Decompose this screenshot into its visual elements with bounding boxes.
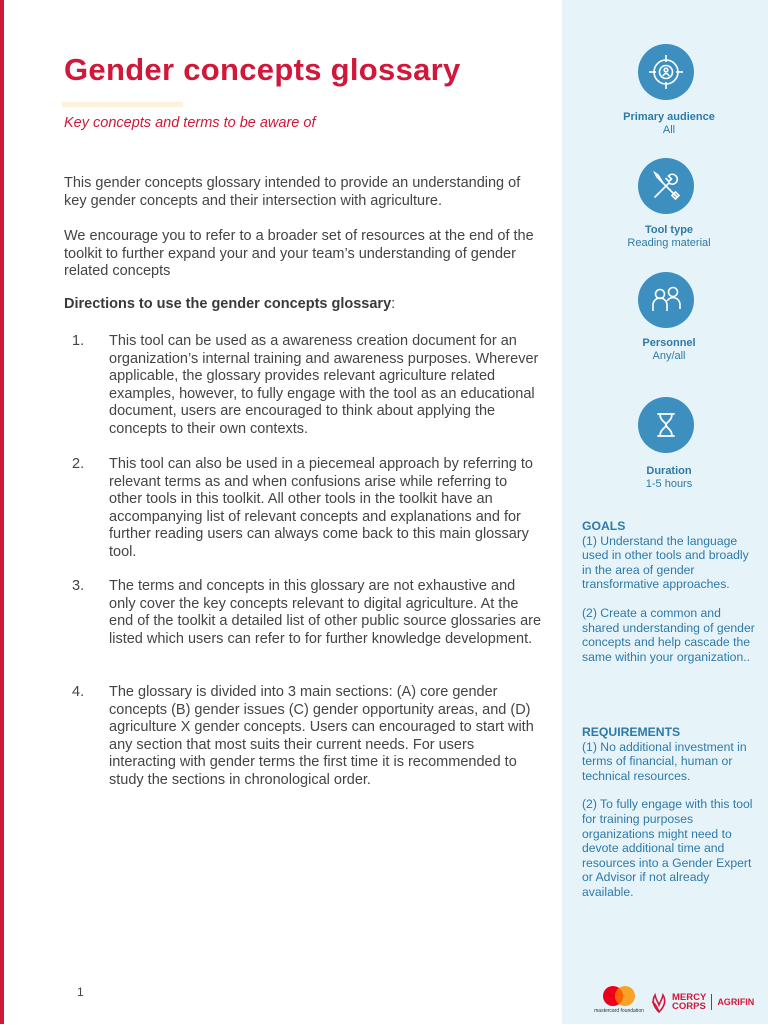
mercy-line: MERCY (672, 991, 707, 1003)
sidebar-tool-type (580, 224, 758, 250)
mercy-corps-logo (650, 989, 762, 1015)
mastercard-text: mastercard foundation (594, 1008, 644, 1014)
people-icon (638, 272, 694, 328)
mercy-corps-emblem-icon (650, 991, 668, 1013)
sidebar-value: All (662, 124, 676, 136)
corps-line: CORPS (672, 1001, 706, 1012)
mastercard-foundation-logo (594, 984, 644, 1020)
goals-section (582, 519, 758, 664)
requirements-heading: REQUIREMENTS (582, 725, 681, 739)
sidebar-value: 1-5 hours (645, 478, 693, 490)
intro-paragraph-2: We encourage you to refer to a broader set of resources at the end of the toolkit to further expand your and your team’s understanding of gender related concepts (64, 228, 534, 279)
title-underline (62, 102, 183, 107)
hourglass-icon (638, 397, 694, 453)
sidebar-value: Reading material (627, 237, 711, 249)
goals-paragraph-2: (2) Create a common and shared understanding of gender concepts and help cascade the same within your organization.. (582, 605, 755, 664)
sidebar-duration (580, 465, 758, 491)
sidebar-audience (580, 111, 758, 137)
directions-heading (64, 296, 542, 314)
sidebar-personnel (580, 337, 758, 363)
step-number: 3. (72, 578, 85, 594)
sidebar-label: Primary audience (623, 111, 715, 123)
directions-colon: : (391, 296, 396, 312)
requirements-section (582, 725, 758, 900)
step-text: The terms and concepts in this glossary are not exhaustive and only cover the key concepts relevant to digital agriculture. At the end of the toolkit a detailed list of other public source glossaries are listed which users can refer to for further knowledge development. (109, 578, 542, 647)
step-text: The glossary is divided into 3 main sections: (A) core gender concepts (B) gender issues (C) gender opportunity areas, and (D) agriculture X gender concepts. Users can encouraged to start with any section that most suits their current needs. For users interacting with gender terms the first time it is recommended to study the sections in chronological order. (109, 684, 534, 788)
tools-icon (638, 158, 694, 214)
target-audience-icon (638, 44, 694, 100)
goals-paragraph-1: (1) Understand the language used in other tools and broadly in the area of gender transformative approaches. (582, 533, 749, 592)
mercy-corps-wordmark (672, 993, 706, 1012)
step-number: 1. (72, 333, 85, 349)
goals-heading: GOALS (582, 519, 626, 533)
intro-paragraph-1: This gender concepts glossary intended to provide an understanding of key gender concepts and their intersection with agriculture. (64, 175, 521, 209)
step-number: 2. (72, 456, 85, 472)
sidebar-label: Personnel (642, 337, 696, 349)
sidebar-label: Duration (646, 465, 692, 477)
left-accent-bar (0, 0, 4, 1024)
step-text: This tool can be used as a awareness creation document for an organization’s internal training and awareness purposes. Wherever applicable, the glossary provides relevant agriculture related examples, however, to fully engage with the tool as an educational document, users are encouraged to think about applying the concepts to their own contexts. (109, 333, 539, 437)
agrifin-wordmark: AGRIFIN (711, 994, 754, 1010)
sidebar-value: Any/all (652, 350, 686, 362)
sidebar-label: Tool type (644, 224, 694, 236)
page-subtitle: Key concepts and terms to be aware of (64, 115, 316, 131)
step-number: 4. (72, 684, 85, 700)
requirements-paragraph-1: (1) No additional investment in terms of financial, human or technical resources. (582, 739, 747, 783)
requirements-paragraph-2: (2) To fully engage with this tool for training purposes organizations might need to devote additional time and resources into a Gender Expert or Advisor if not already available. (582, 797, 753, 899)
directions-heading-text: Directions to use the gender concepts glossary (64, 296, 392, 312)
step-text: This tool can also be used in a piecemeal approach by referring to relevant terms as and when confusions arise while referring to other tools in this toolkit. All other tools in the toolkit have an accompanying list of relevant concepts and explanations and for further reading users can always come back to this main glossary tool. (109, 456, 533, 560)
page-number: 1 (77, 985, 84, 999)
page-title: Gender concepts glossary (64, 52, 461, 87)
